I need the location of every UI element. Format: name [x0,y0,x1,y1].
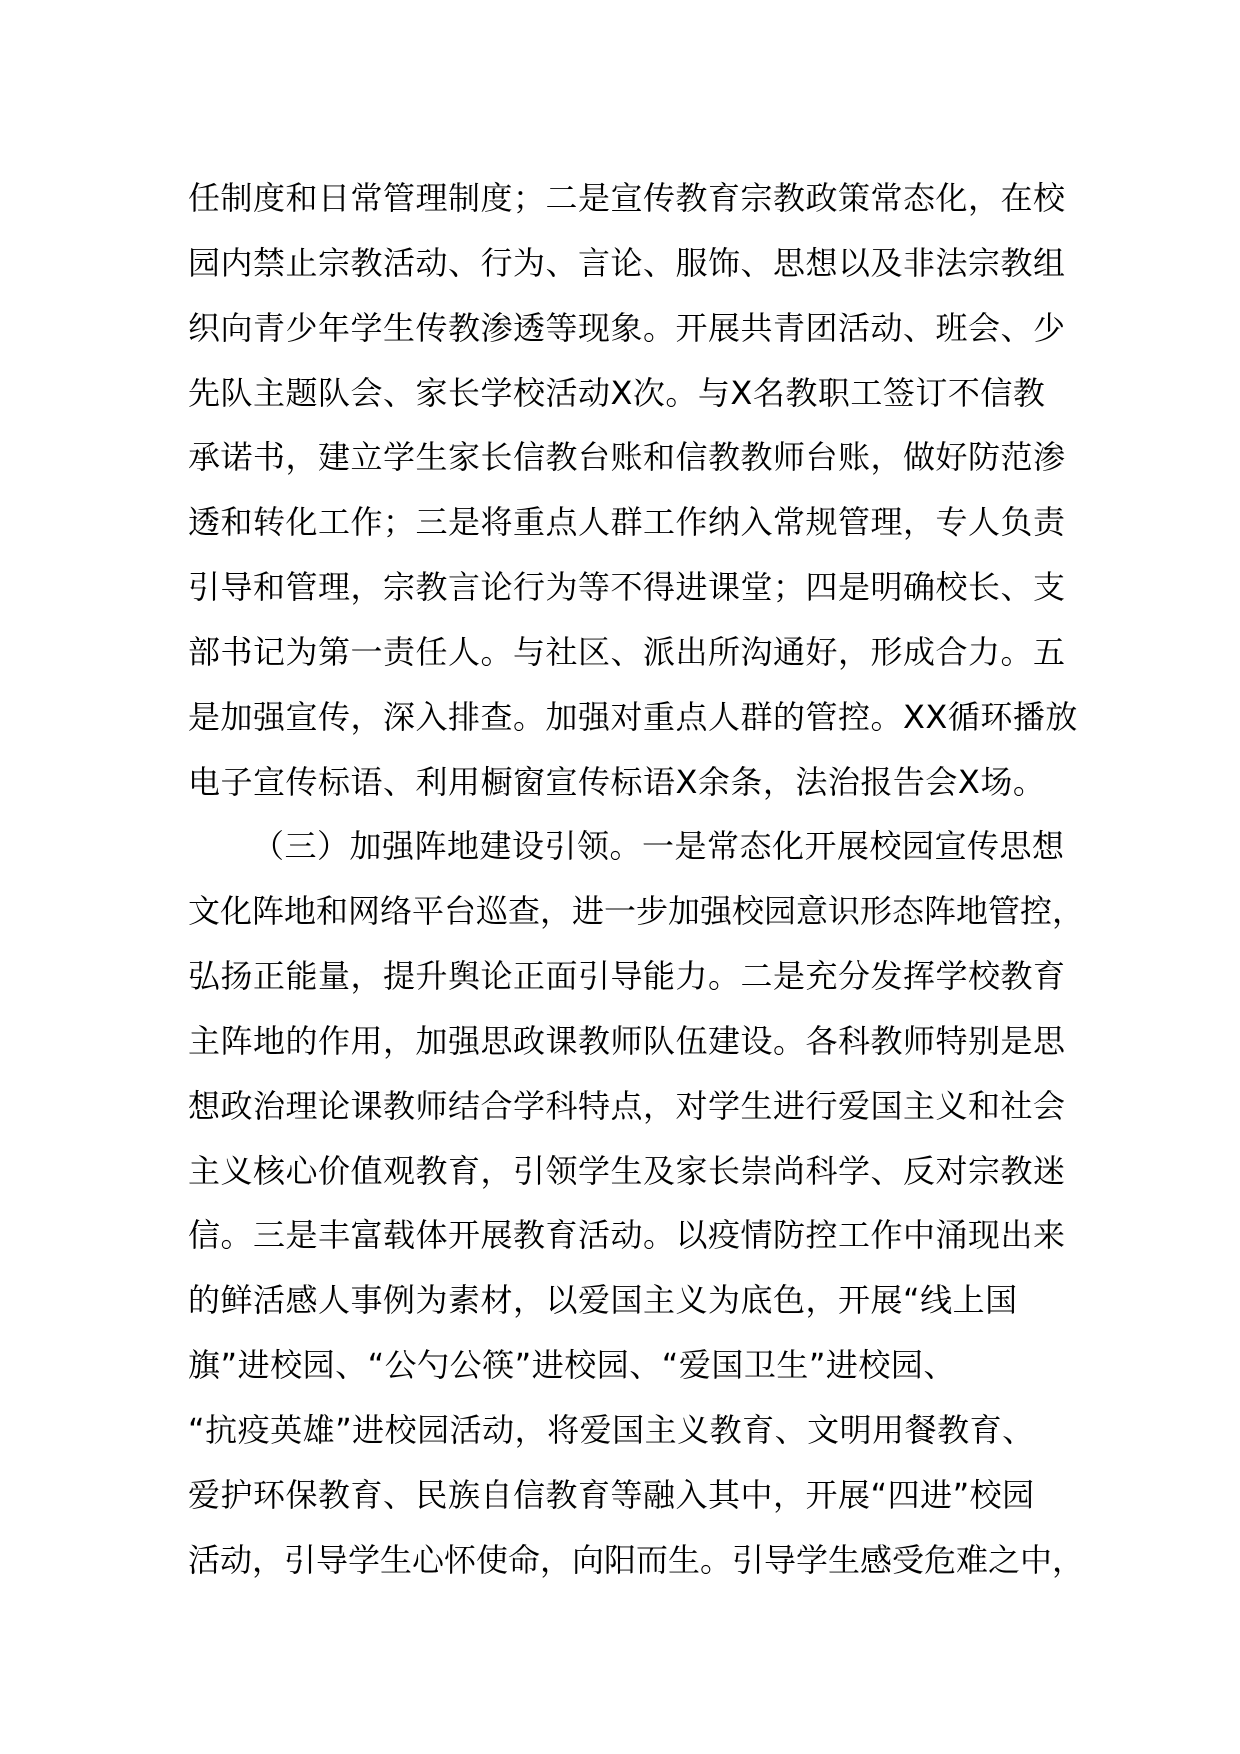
body-text-line: 是加强宣传，深入排查。加强对重点人群的管控。XX循环播放 [188,698,1078,736]
body-text-line: 电子宣传标语、利用橱窗宣传标语X余条，法治报告会X场。 [188,763,1046,801]
body-text-line: “抗疫英雄”进校园活动，将爱国主义教育、文明用餐教育、 [188,1411,1035,1449]
body-text-line: 先队主题队会、家长学校活动X次。与X名教职工签订不信教 [188,374,1046,412]
body-text-line: 想政治理论课教师结合学科特点，对学生进行爱国主义和社会 [188,1087,1066,1125]
body-text-line: 旗”进校园、“公勺公筷”进校园、“爱国卫生”进校园、 [188,1346,956,1384]
body-text-line: 爱护环保教育、民族自信教育等融入其中，开展“四进”校园 [188,1476,1035,1514]
body-text-line: 主阵地的作用，加强思政课教师队伍建设。各科教师特别是思 [188,1022,1066,1060]
section-heading-line: （三）加强阵地建设引领。一是常态化开展校园宣传思想 [252,827,1065,865]
body-text-line: 引导和管理，宗教言论行为等不得进课堂；四是明确校长、支 [188,568,1066,606]
body-text-line: 任制度和日常管理制度；二是宣传教育宗教政策常态化，在校 [188,179,1066,217]
body-text-line: 活动，引导学生心怀使命，向阳而生。引导学生感受危难之中， [188,1541,1085,1579]
body-text-line: 透和转化工作；三是将重点人群工作纳入常规管理，专人负责 [188,503,1066,541]
body-text-line: 文化阵地和网络平台巡查，进一步加强校园意识形态阵地管控， [188,892,1085,930]
body-text-line: 部书记为第一责任人。与社区、派出所沟通好，形成合力。五 [188,633,1066,671]
body-text-line: 弘扬正能量，提升舆论正面引导能力。二是充分发挥学校教育 [188,957,1066,995]
body-text-line: 主义核心价值观教育，引领学生及家长崇尚科学、反对宗教迷 [188,1152,1066,1190]
body-text-line: 园内禁止宗教活动、行为、言论、服饰、思想以及非法宗教组 [188,244,1066,282]
body-text-line: 的鲜活感人事例为素材，以爱国主义为底色，开展“线上国 [188,1281,1018,1319]
body-text-line: 承诺书，建立学生家长信教台账和信教教师台账，做好防范渗 [188,438,1066,476]
body-text-line: 织向青少年学生传教渗透等现象。开展共青团活动、班会、少 [188,309,1066,347]
body-text-line: 信。三是丰富载体开展教育活动。以疫情防控工作中涌现出来 [188,1216,1066,1254]
